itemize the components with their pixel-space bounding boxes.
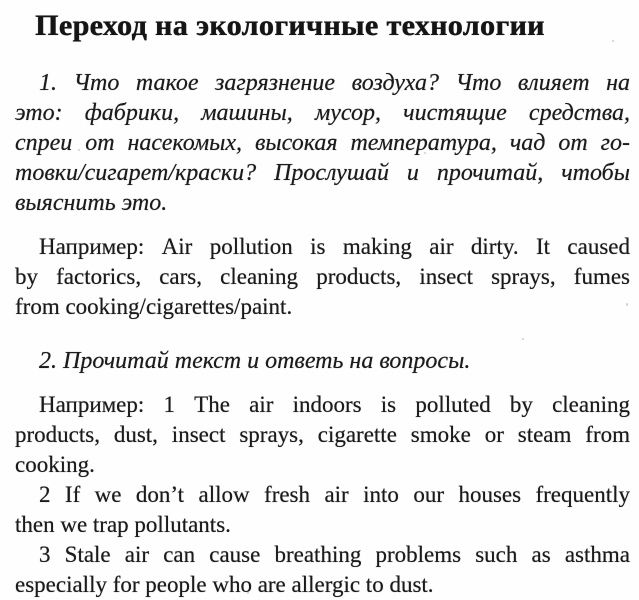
scan-speck bbox=[247, 592, 249, 594]
text-line: Например: 1 The air indoors is polluted by cleaning bbox=[39, 392, 630, 417]
text-line: products, dust, insect sprays, cigarette smoke or steam from bbox=[15, 422, 630, 447]
text-line: товки/сигарет/краски? Прослушай и прочитай, чтобы bbox=[15, 160, 630, 186]
text-line: by factorics, cars, cleaning products, insect sprays, fumes bbox=[15, 264, 630, 289]
task2-instruction bbox=[15, 346, 630, 376]
text-line: then we trap pollutants. bbox=[15, 512, 231, 537]
task1-instruction bbox=[15, 68, 630, 218]
text-line: cooking. bbox=[15, 452, 95, 477]
text-line: 1. Что такое загрязнение воздуха? Что влияет на bbox=[39, 70, 630, 96]
text-line: выяснить это. bbox=[15, 190, 168, 216]
text-line: спреи от насекомых, высокая температура, чад от го- bbox=[15, 130, 630, 156]
scan-speck bbox=[424, 152, 426, 154]
text-line: from cooking/cigarettes/paint. bbox=[15, 294, 293, 319]
text-line: 3 Stale air can cause breathing problems such as asthma bbox=[39, 542, 630, 567]
text-line: 2 If we don’t allow fresh air into our houses frequently bbox=[39, 482, 630, 507]
scan-speck bbox=[78, 149, 80, 151]
text-line: это: фабрики, машины, мусор, чистящие средства, bbox=[15, 100, 630, 126]
text-line: especially for people who are allergic to dust. bbox=[15, 572, 434, 597]
scan-speck bbox=[612, 40, 614, 42]
scan-speck bbox=[522, 338, 524, 340]
scan-speck bbox=[626, 303, 628, 306]
scan-speck bbox=[200, 147, 203, 149]
page-title: Переход на экологичные технологии bbox=[35, 9, 545, 42]
example2-paragraph bbox=[15, 390, 630, 600]
example1-paragraph bbox=[15, 232, 630, 322]
text-line: Например: Air pollution is making air dirty. It caused bbox=[39, 234, 630, 259]
text-line: 2. Прочитай текст и ответь на вопросы. bbox=[39, 348, 471, 374]
